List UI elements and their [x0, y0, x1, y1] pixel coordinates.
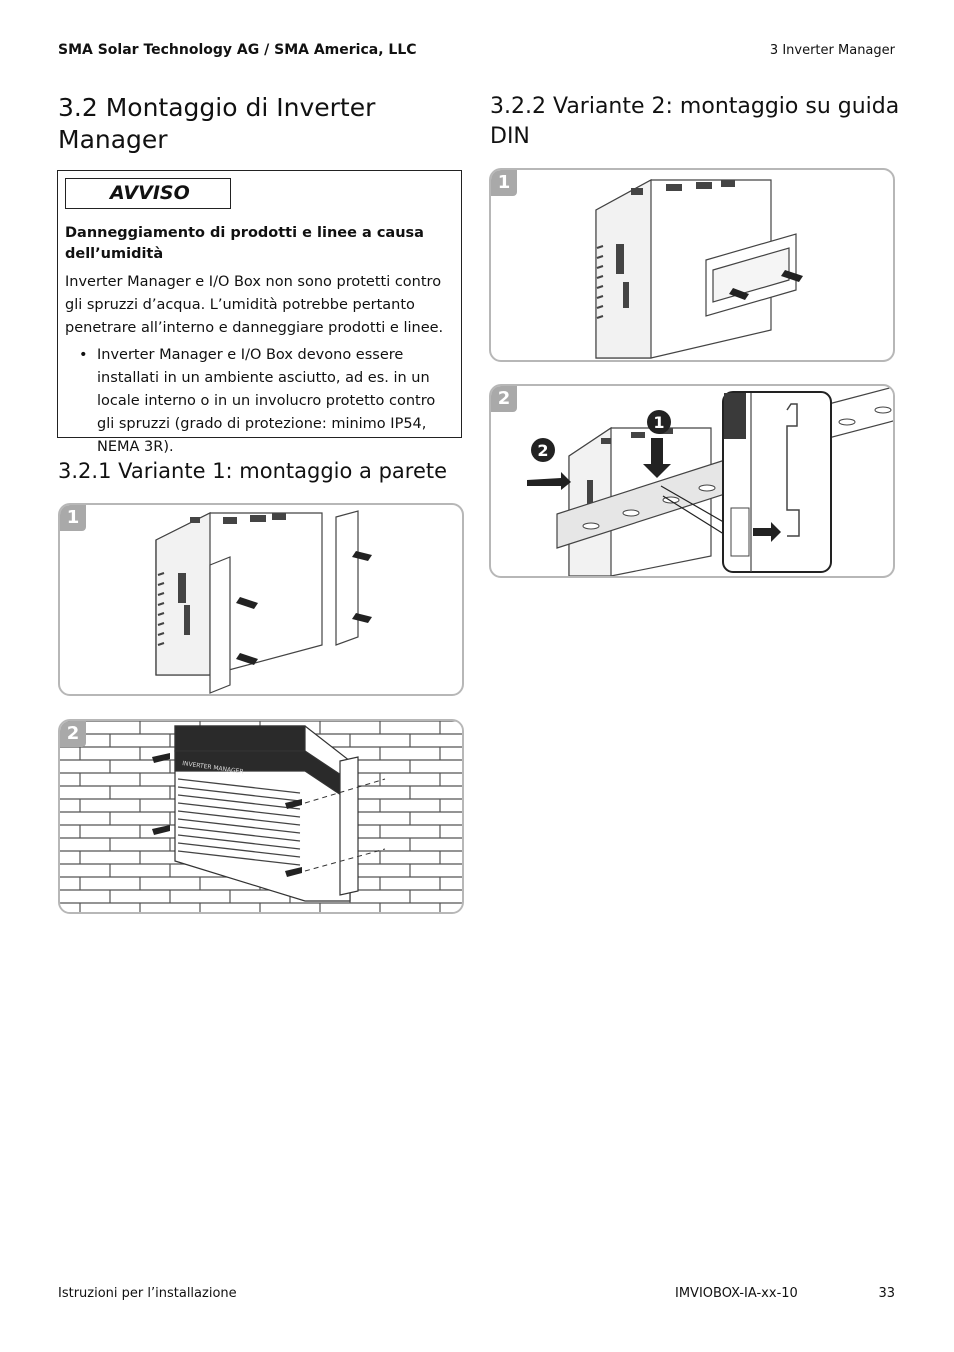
device-label: INVERTER MANAGER — [181, 760, 244, 776]
figure-din-step-2 — [489, 384, 895, 578]
footer-page-number: 33 — [878, 1286, 895, 1301]
din-rail-clip-illustration — [491, 170, 895, 362]
callout-2: 2 — [537, 441, 549, 460]
step-badge: 1 — [491, 170, 517, 196]
subsection-din-title: 3.2.2 Variante 2: montaggio su guida DIN — [490, 94, 900, 149]
notice-body: Inverter Manager e I/O Box non sono protetti contro gli spruzzi d’acqua. L’umidità potrebbe pertanto penetrare all’interno e danneggiare prodotti e linee. — [65, 274, 444, 336]
subsection-wall-title: 3.2.1 Variante 1: montaggio a parete — [58, 459, 448, 483]
notice-title: Danneggiamento di prodotti e linee a causa dell’umidità — [65, 225, 424, 262]
figure-wall-step-2 — [58, 719, 464, 914]
callout-1: 1 — [653, 413, 665, 432]
footer-doc-type: Istruzioni per l’installazione — [58, 1286, 237, 1301]
step-badge: 2 — [491, 386, 517, 412]
din-rail-mount-illustration — [491, 386, 895, 578]
wall-mount-bracket-illustration — [60, 505, 464, 696]
figure-din-step-1 — [489, 168, 895, 362]
header-chapter: 3 Inverter Manager — [769, 43, 895, 58]
notice-bullet-list — [65, 344, 455, 459]
brick-wall-mount-illustration — [60, 721, 464, 914]
step-badge: 2 — [60, 721, 86, 747]
notice-bullet-item: Inverter Manager e I/O Box devono essere installati in un ambiente asciutto, ad es. in un locale interno o in un involucro protetto contro gli spruzzi (grado di protezione: minimo IP54, NEMA 3R). — [97, 347, 436, 455]
notice-label: AVVISO — [65, 178, 231, 209]
header-company: SMA Solar Technology AG / SMA America, LLC — [58, 42, 417, 58]
footer-doc-code: IMVIOBOX-IA-xx-10 — [675, 1286, 798, 1301]
bullet-icon: • — [79, 347, 88, 363]
step-badge: 1 — [60, 505, 86, 531]
figure-wall-step-1 — [58, 503, 464, 696]
notice-box — [57, 170, 462, 455]
section-title: 3.2 Montaggio di Inverter Manager — [58, 93, 376, 154]
